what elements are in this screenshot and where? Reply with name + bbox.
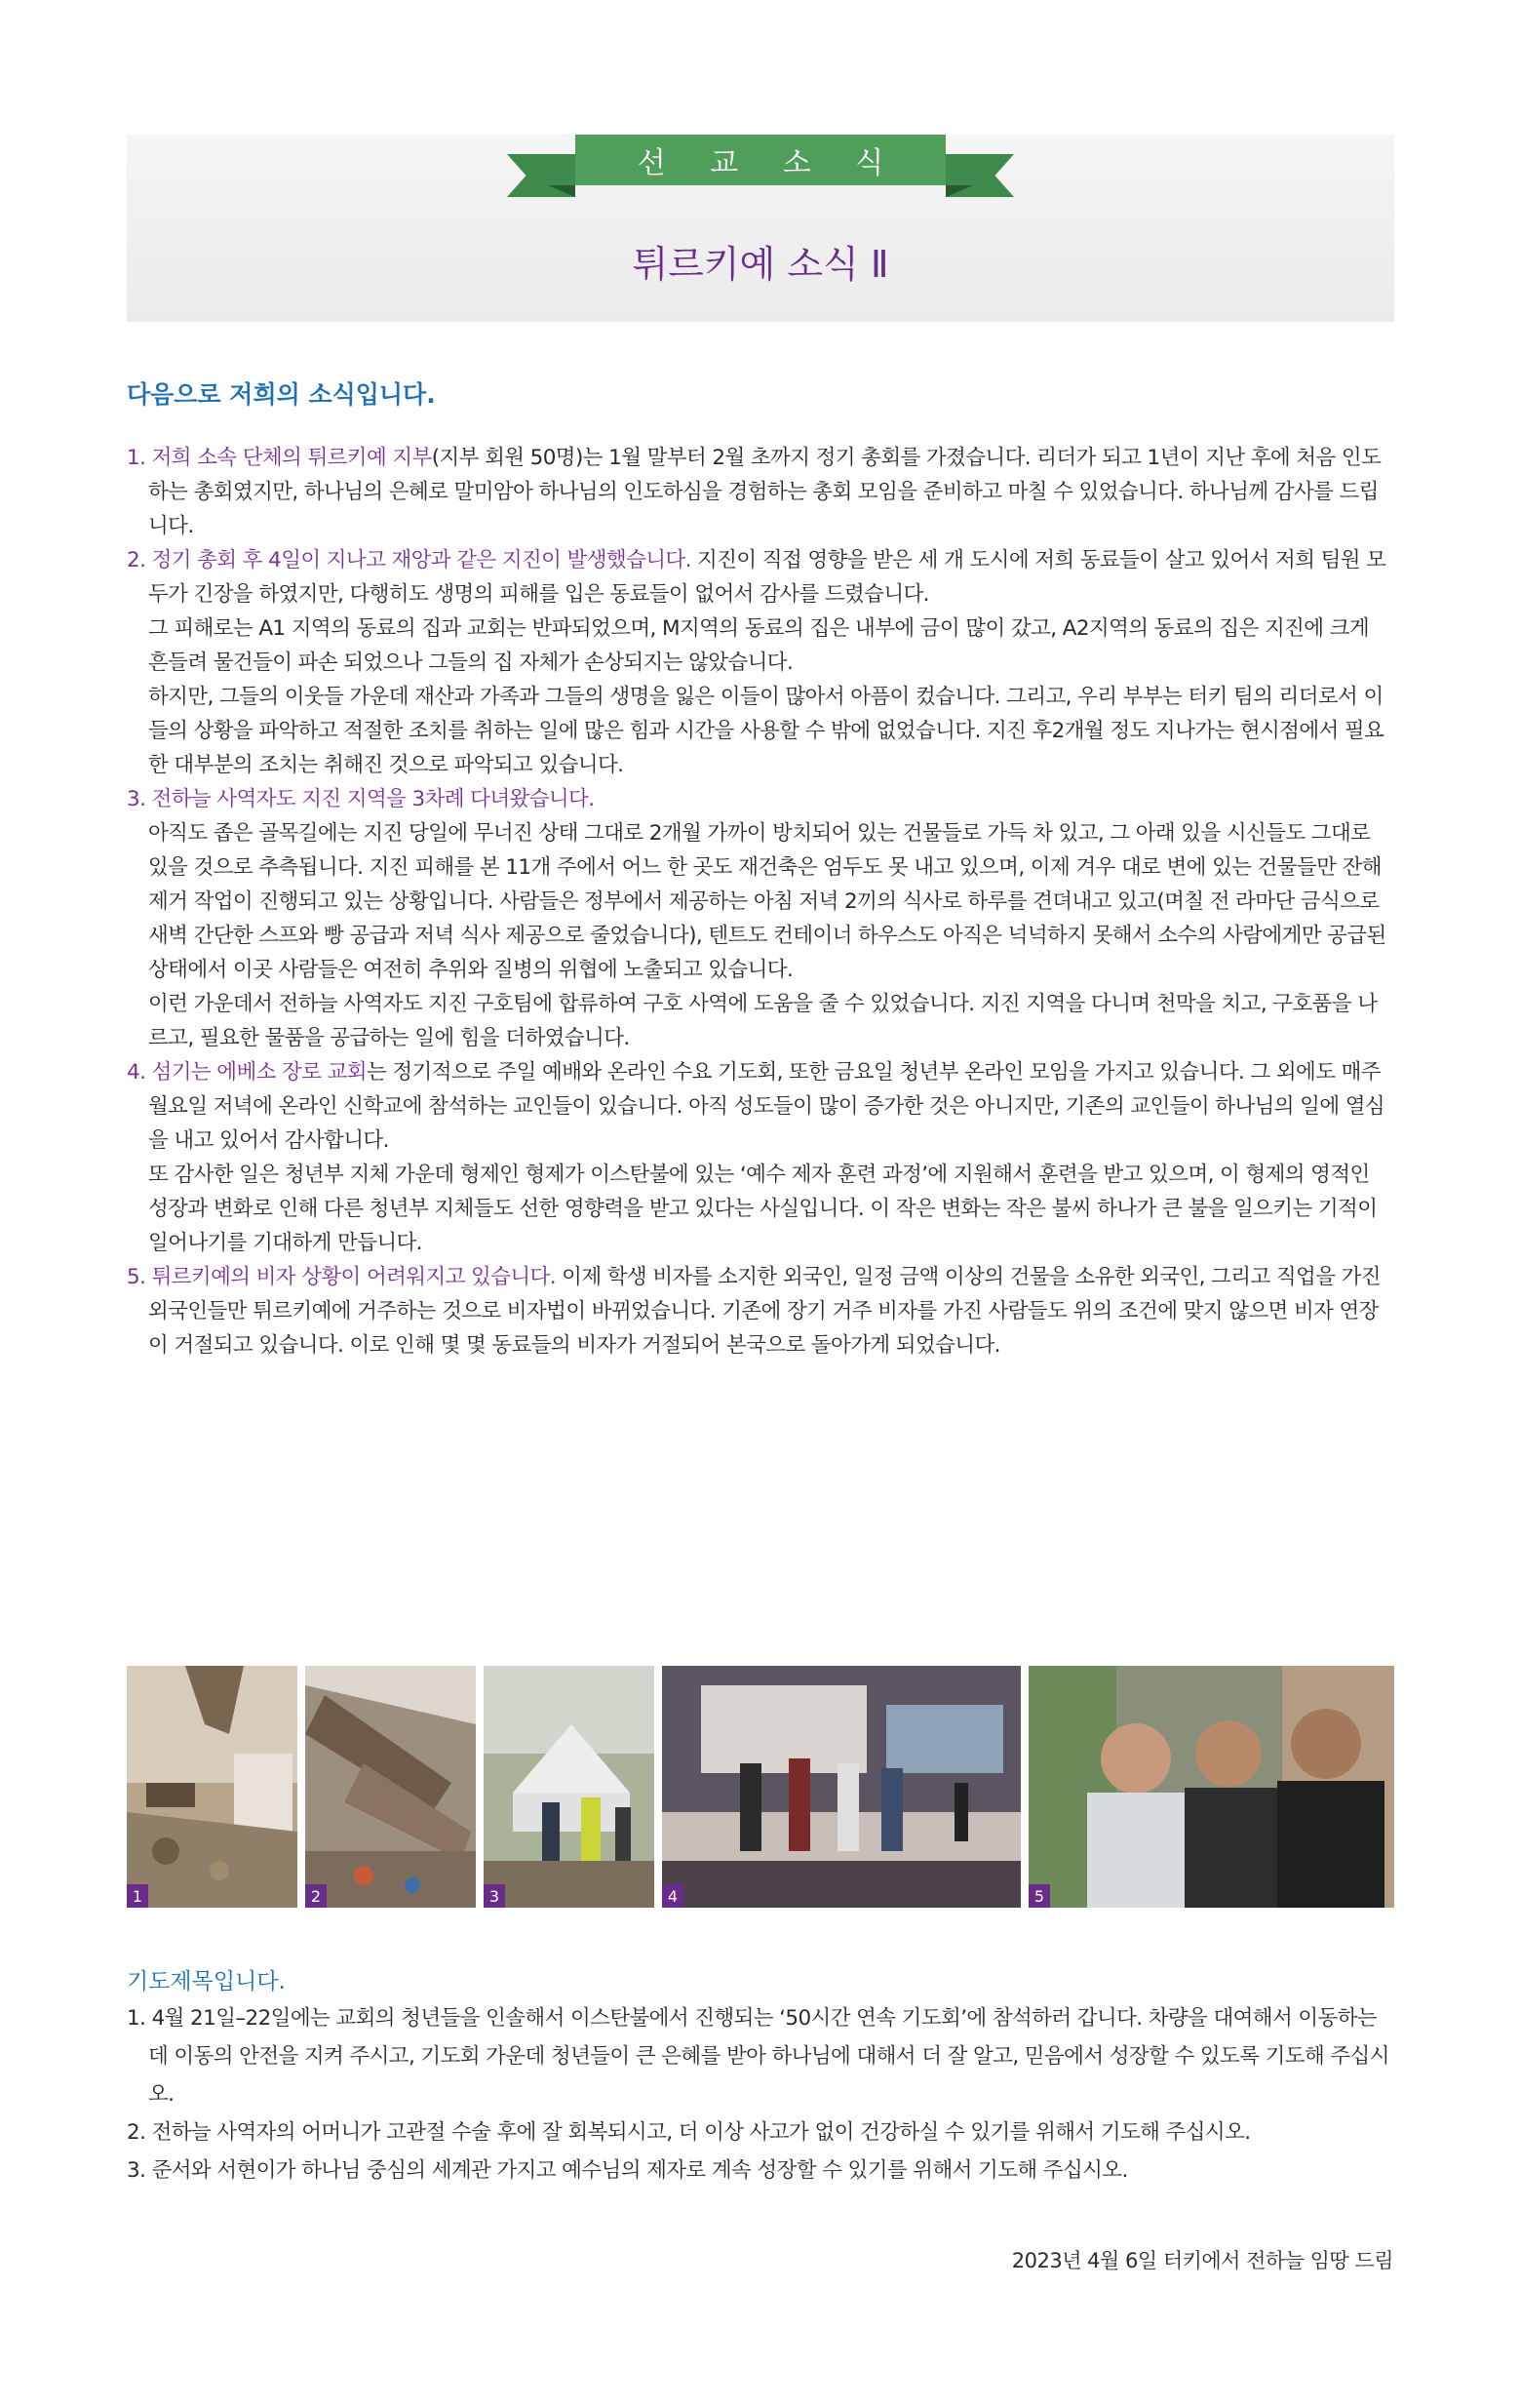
news-paragraph: 또 감사한 일은 청년부 지체 가운데 형제인 형제가 이스탄불에 있는 ‘예수 제자 훈련 과정’에 지원해서 훈련을 받고 있으며, 이 형제의 영적인 성장과 변화로 인해 다른 청년부 지체들도 선한 영향력을 받고 있다는 사실입니다. 이 작은 변화는 작은 불씨 하나가 큰 불을 일으키는 기적이 일어나기를 기대하게 만듭니다. (148, 1163, 1378, 1255)
item-number: 1. (127, 446, 146, 470)
prayer-item (127, 2113, 1394, 2151)
prayer-list (127, 1999, 1394, 2190)
item-number: 2. (127, 548, 146, 572)
item-text: 4월 21일–22일에는 교회의 청년들을 인솔해서 이스탄불에서 진행되는 ‘50시간 연속 기도회’에 참석하러 갑니다. 차량을 대여해서 이동하는데 이동의 안전을 지켜 주시고, 기도회 가운데 청년들이 큰 은혜를 받아 하나님에 대해서 더 잘 알고, 믿음에서 성장할 수 있도록 기도해 주십시오. (148, 2006, 1389, 2107)
item-number: 2. (127, 2120, 146, 2145)
section-ribbon (507, 135, 1014, 213)
item-highlight: 전하늘 사역자도 지진 지역을 3차례 다녀왔습니다. (151, 787, 595, 811)
news-item (127, 1260, 1394, 1362)
item-number: 5. (127, 1265, 146, 1289)
news-paragraph: 이런 가운데서 전하늘 사역자도 지진 구호팀에 합류하여 구호 사역에 도움을 줄 수 있었습니다. 지진 지역을 다니며 천막을 치고, 구호품을 나르고, 필요한 물품을 공급하는 일에 힘을 더하였습니다. (148, 992, 1378, 1050)
prayer-item (127, 1999, 1394, 2113)
news-paragraph: 그 피해로는 A1 지역의 동료의 집과 교회는 반파되었으며, M지역의 동료의 집은 내부에 금이 많이 갔고, A2지역의 동료의 집은 지진에 크게 흔들려 물건들이 파손 되었으나 그들의 집 자체가 손상되지는 않았습니다. (148, 616, 1370, 675)
photo-number: 1 (127, 1884, 148, 1908)
item-highlight: 섬기는 에베소 장로 교회 (151, 1060, 367, 1085)
item-highlight: 정기 총회 후 4일이 지나고 재앙과 같은 지진이 발생했습니다. (151, 548, 691, 572)
item-text: 는 정기적으로 주일 예배와 온라인 수요 기도회, 또한 금요일 청년부 온라인 모임을 가지고 있습니다. 그 외에도 매주 월요일 저녁에 온라인 신학교에 참석하는 교인들이 있습니다. 아직 성도들이 많이 증가한 것은 아니지만, 기존의 교인들이 하나님의 일에 열심을 내고 있어서 감사합니다. (148, 1060, 1385, 1153)
photo-church-worship-image (662, 1666, 1021, 1908)
page-title: 튀르키예 소식 Ⅱ (632, 243, 889, 286)
prayer-heading: 기도제목입니다. (127, 1969, 286, 1994)
signature: 2023년 4월 6일 터키에서 전하늘 임땅 드림 (1011, 2249, 1393, 2272)
prayer-item (127, 2151, 1394, 2190)
photo-number: 3 (484, 1884, 505, 1908)
news-item (127, 441, 1394, 543)
item-text: 이제 학생 비자를 소지한 외국인, 일정 금액 이상의 건물을 소유한 외국인, 그리고 직업을 가진 외국인들만 튀르키예에 거주하는 것으로 비자법이 바뀌었습니다. 기존에 장기 거주 비자를 가진 사람들도 위의 조건에 맞지 않으면 비자 연장이 거절되고 있습니다. 이로 인해 몇 몇 동료들의 비자가 거절되어 본국으로 돌아가게 되었습니다. (148, 1265, 1381, 1358)
item-number: 3. (127, 2158, 146, 2183)
item-highlight: 튀르키예의 비자 상황이 어려워지고 있습니다. (151, 1265, 556, 1289)
photo-damaged-room-image (127, 1666, 297, 1908)
ribbon-label: 선 교 소 식 (575, 135, 946, 185)
photo-broken-shelf-image (305, 1666, 476, 1908)
item-number: 3. (127, 787, 146, 811)
photo-tent-relief-image (484, 1666, 654, 1908)
photo-tent-relief (484, 1666, 654, 1908)
intro-heading: 다음으로 저희의 소식입니다. (127, 380, 436, 409)
news-paragraph: 아직도 좁은 골목길에는 지진 당일에 무너진 상태 그대로 2개월 가까이 방치되어 있는 건물들로 가득 차 있고, 그 아래 있을 시신들도 그대로 있을 것으로 추측됩니다. 지진 피해를 본 11개 주에서 어느 한 곳도 재건축은 엄두도 못 내고 있으며, 이제 겨우 대로 변에 있는 건물들만 잔해 제거 작업이 진행되고 있는 상황입니다. 사람들은 정부에서 제공하는 아침 저녁 2끼의 식사로 하루를 견뎌내고 있고(며칠 전 라마단 금식으로 새벽 간단한 스프와 빵 공급과 저녁 식사 제공으로 줄었습니다), 텐트도 컨테이너 하우스도 아직은 넉넉하지 못해서 소수의 사람에게만 공급된 상태에서 이곳 사람들은 여전히 추위와 질병의 위협에 노출되고 있습니다. (148, 821, 1386, 982)
photo-damaged-room (127, 1666, 297, 1908)
news-item (127, 1055, 1394, 1158)
news-item (127, 782, 1394, 816)
photo-broken-shelf (305, 1666, 476, 1908)
news-paragraph: 하지만, 그들의 이웃들 가운데 재산과 가족과 그들의 생명을 잃은 이들이 많아서 아픔이 컸습니다. 그리고, 우리 부부는 터키 팀의 리더로서 이들의 상황을 파악하고 적절한 조치를 취하는 일에 많은 힘과 시간을 사용할 수 밖에 없었습니다. 지진 후2개월 정도 지나가는 현시점에서 필요한 대부분의 조치는 취해진 것으로 파악되고 있습니다. (148, 685, 1384, 777)
photo-number: 4 (662, 1884, 683, 1908)
item-text: 준서와 서현이가 하나님 중심의 세계관 가지고 예수님의 제자로 계속 성장할 수 있기를 위해서 기도해 주십시오. (151, 2158, 1128, 2183)
news-list (127, 441, 1394, 1362)
item-number: 4. (127, 1060, 146, 1085)
item-number: 1. (127, 2006, 146, 2031)
photo-church-worship (662, 1666, 1021, 1908)
photo-youth-group-image (1029, 1666, 1394, 1908)
photo-number: 5 (1029, 1884, 1050, 1908)
item-text: 전하늘 사역자의 어머니가 고관절 수술 후에 잘 회복되시고, 더 이상 사고가 없이 건강하실 수 있기를 위해서 기도해 주십시오. (151, 2120, 1251, 2145)
item-text: (지부 회원 50명)는 1월 말부터 2월 초까지 정기 총회를 가졌습니다. 리더가 되고 1년이 지난 후에 처음 인도하는 총회였지만, 하나님의 은혜로 말미암아 하나님의 인도하심을 경험하는 총회 모임을 준비하고 마칠 수 있었습니다. 하나님께 감사를 드립니다. (148, 446, 1382, 538)
news-item (127, 543, 1394, 612)
photo-youth-group (1029, 1666, 1394, 1908)
photo-number: 2 (305, 1884, 327, 1908)
item-highlight: 저희 소속 단체의 튀르키예 지부 (151, 446, 432, 470)
photo-strip (127, 1666, 1394, 1908)
item-text: 지진이 직접 영향을 받은 세 개 도시에 저희 동료들이 살고 있어서 저희 팀원 모두가 긴장을 하였지만, 다행히도 생명의 피해를 입은 동료들이 없어서 감사를 드렸습니다. (148, 548, 1386, 607)
